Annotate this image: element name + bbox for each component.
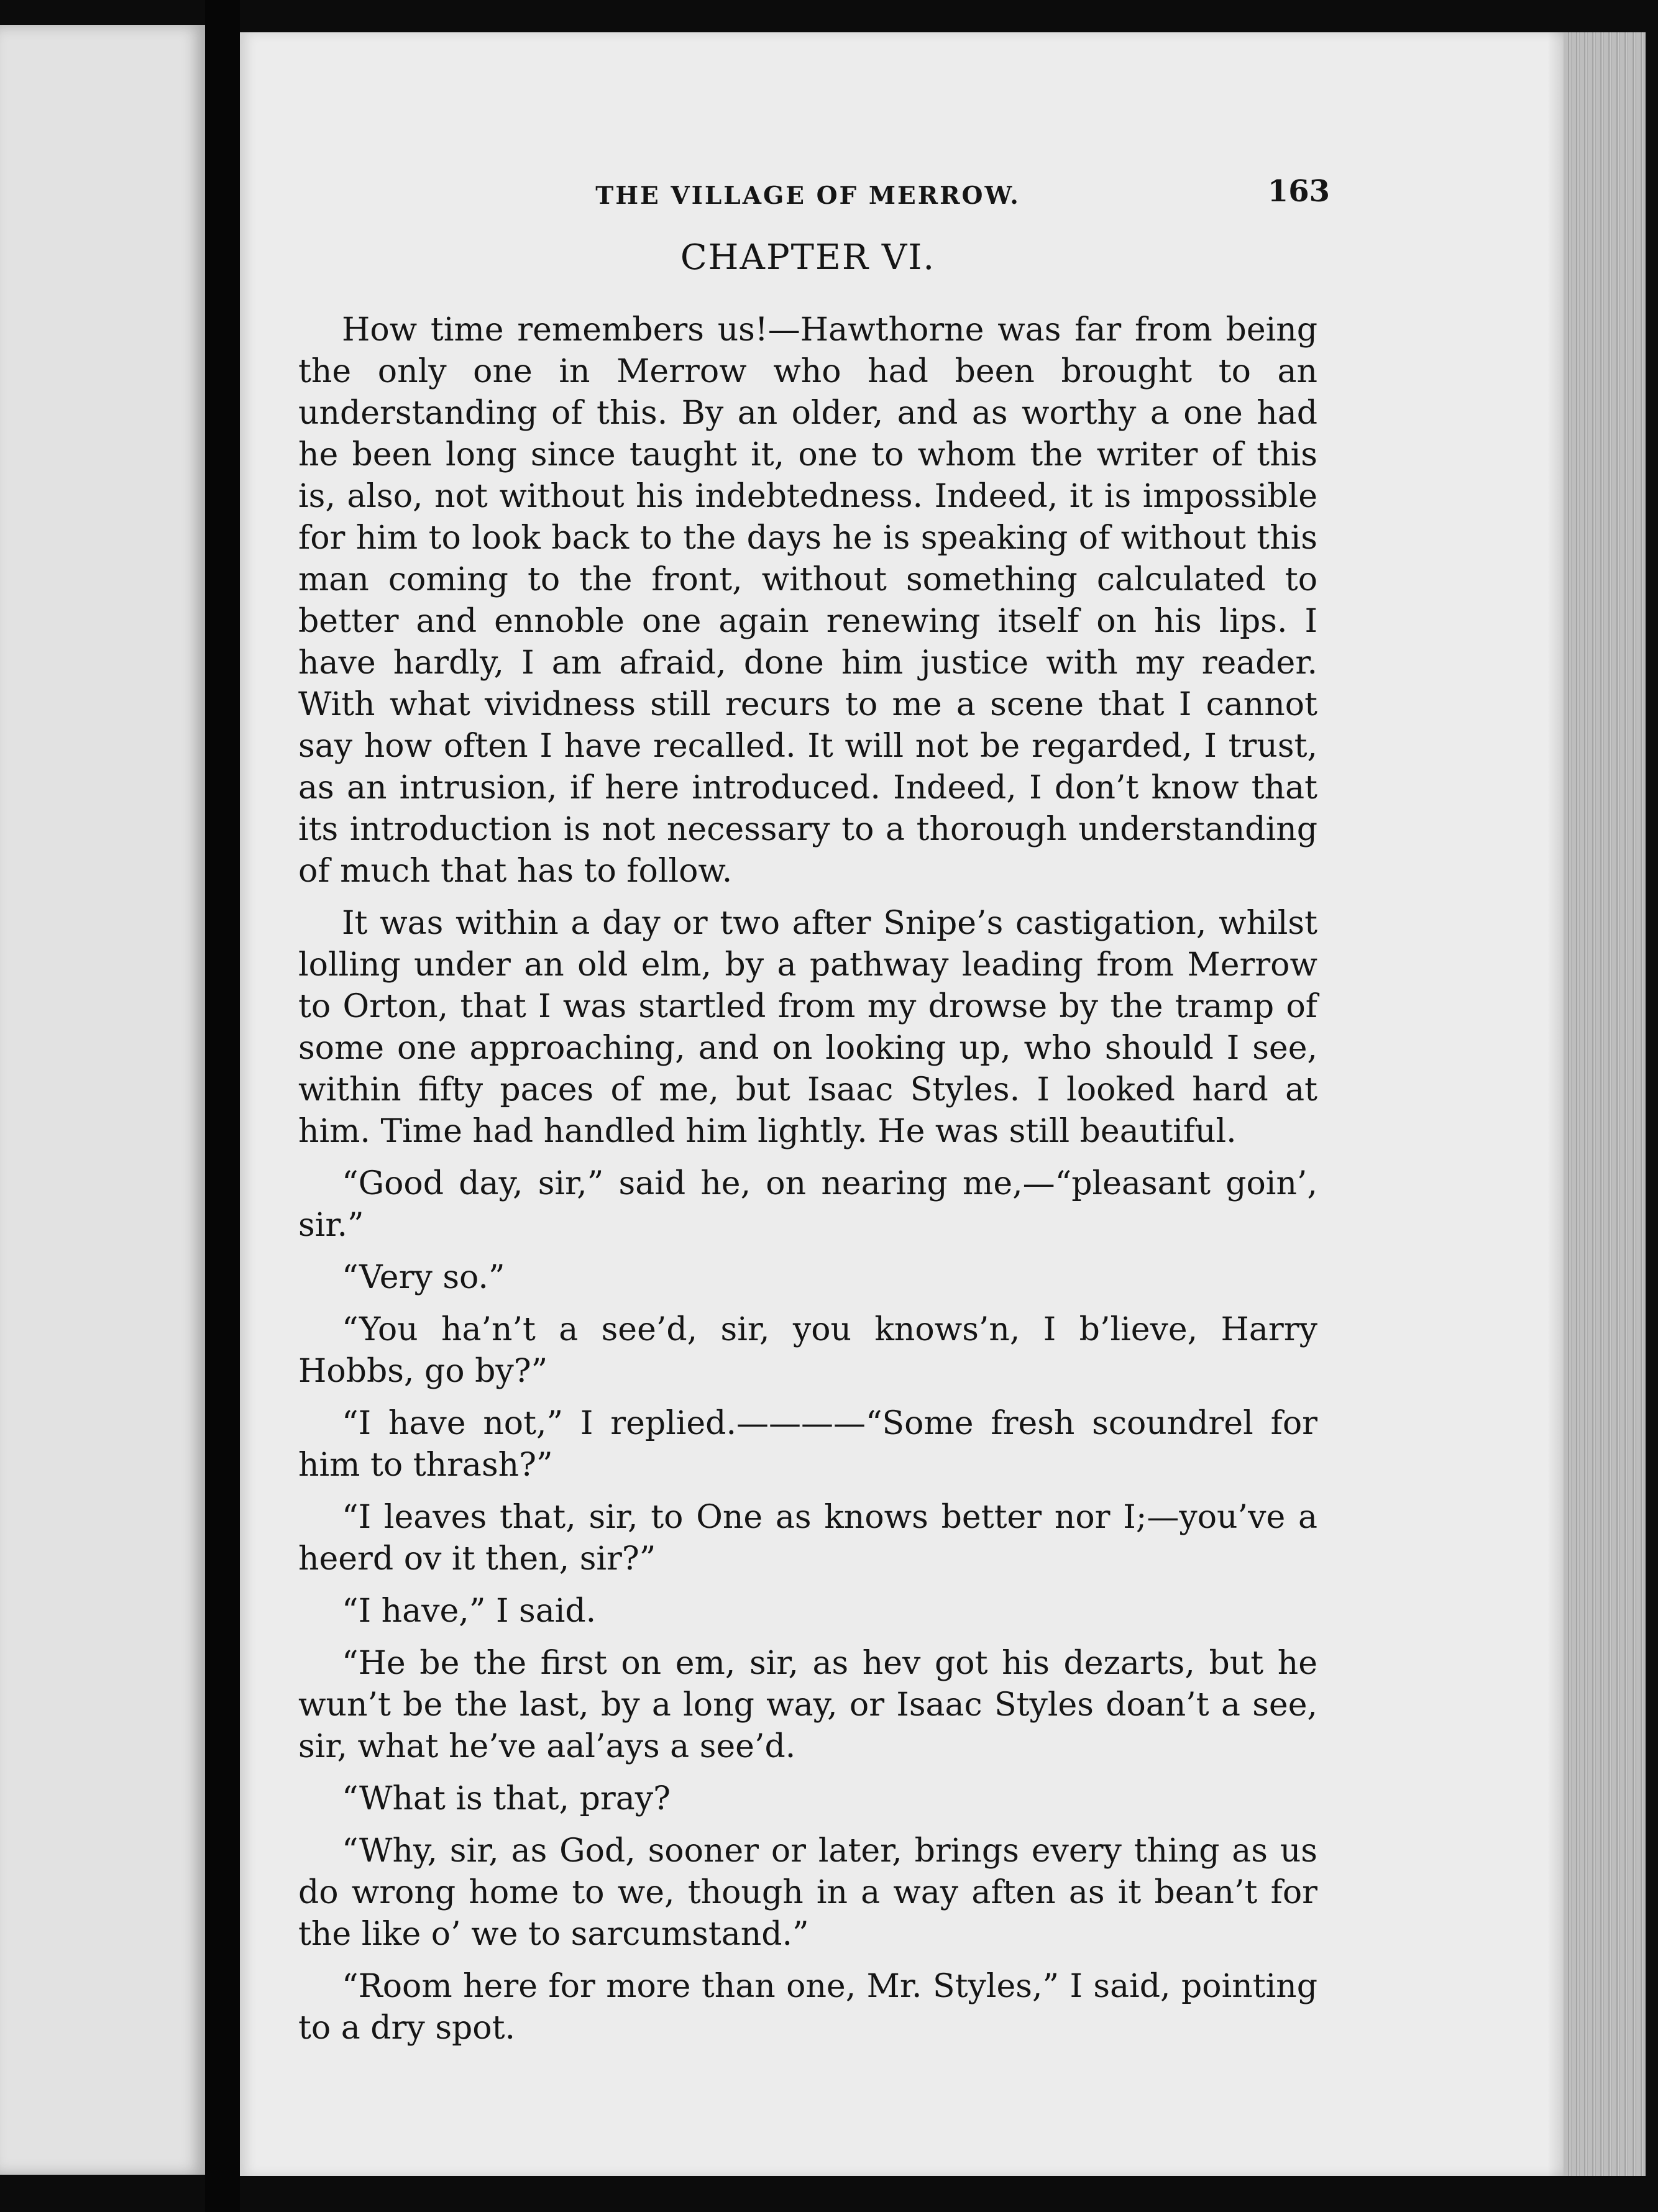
paragraph: “Very so.” [342, 1259, 505, 1296]
paragraph: “Why, sir, as God, sooner or later, brings every thing as us do wrong home to we, though in a way aften as it bean’t for the like o’ we to sarcumstand.” [298, 1832, 1317, 1953]
paragraph: “What is that, pray? [342, 1780, 671, 1817]
page-text [298, 168, 1330, 2060]
paragraph: “I have not,” I replied.————“Some fresh scoundrel for him to thrash?” [298, 1405, 1317, 1484]
page-number: 163 [1267, 174, 1330, 209]
left-page [0, 25, 205, 2175]
page-edges [1564, 32, 1646, 2176]
paragraph: “I have,” I said. [342, 1593, 597, 1630]
paragraph: “Room here for more than one, Mr. Styles,” I said, pointing to a dry spot. [298, 1968, 1317, 2047]
running-head [298, 168, 1330, 236]
paragraph: “He be the first on em, sir, as hev got his dezarts, but he wun’t be the last, by a long way, or Isaac Styles doan’t a see, sir, what he’ve aal’ays a see’d. [298, 1645, 1317, 1765]
paragraph: “You ha’n’t a see’d, sir, you knows’n, I b’lieve, Harry Hobbs, go by?” [298, 1311, 1317, 1390]
paragraph: “I leaves that, sir, to One as knows better nor I;—you’ve a heerd ov it then, sir?” [298, 1499, 1317, 1578]
chapter-title: CHAPTER VI. [680, 237, 936, 278]
paragraph: How time remembers us!—Hawthorne was far from being the only one in Merrow who had been brought to an understanding of this. By an older, and as worthy a one had he been long since taught it, one to whom the writer of this is, also, not without his indebtedness. Indeed, it is impossible for him to look back to the days he is speaking of without this man coming to the front, without something calculated to better and ennoble one again renewing itself on his lips. I have hardly, I am afraid, done him justice with my reader. With what vividness still recurs to me a scene that I cannot say how often I have recalled. It will not be regarded, I trust, as an intrusion, if here introduced. Indeed, I don’t know that its introduction is not necessary to a thorough understanding of much that has to follow. [298, 311, 1317, 890]
paragraph: It was within a day or two after Snipe’s castigation, whilst lolling under an old elm, by a pathway leading from Merrow to Orton, that I was startled from my drowse by the tramp of some one approaching, and on looking up, who should I see, within fifty paces of me, but Isaac Styles. I looked hard at him. Time had handled him lightly. He was still beautiful. [298, 905, 1317, 1150]
book-gutter [205, 0, 240, 2212]
running-title: THE VILLAGE OF MERROW. [595, 181, 1020, 210]
paragraph: “Good day, sir,” said he, on nearing me,—“pleasant goin’, sir.” [298, 1165, 1317, 1244]
